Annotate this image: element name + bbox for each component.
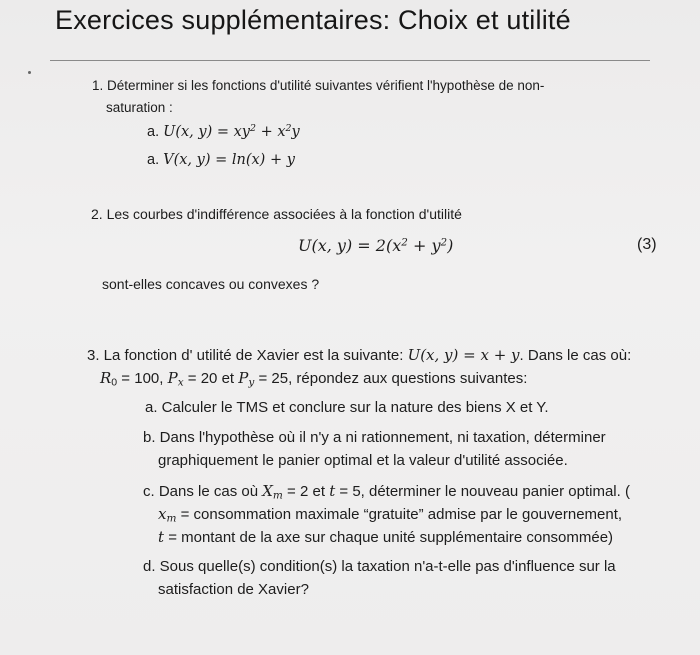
utility-function-u: U(x, $y) = xy^2 + x^2y$ (163, 122, 300, 140)
question-3-item-a: a. Calculer le TMS et conclure sur la nature des biens X et Y. (145, 399, 549, 416)
page-title: Exercices supplémentaires: Choix et utilité (55, 5, 571, 35)
question-3-item-c-line-2: $x_m$ = consommation maximale “gratuite” admise par le gouvernement, (158, 505, 623, 525)
item-a-label: a. (147, 124, 160, 140)
page-mark (28, 71, 31, 74)
item-b-label: a. (147, 152, 160, 168)
title-divider (50, 60, 650, 61)
question-1-line-1: 1. Déterminer si les fonctions d'utilité suivantes vérifient l'hypothèse de non- (92, 78, 545, 93)
question-3-item-b-line-1: b. Dans l'hypothèse où il n'y a ni rationnement, ni taxation, déterminer (143, 429, 606, 446)
question-1-item-b (147, 152, 295, 168)
question-3-item-d-line-2: satisfaction de Xavier? (158, 581, 309, 598)
question-1-item-a (147, 124, 300, 140)
question-3-conditions: $R_0 = 100$, $P_x = 20$ et $P_y = 25$, répondez aux questions suivantes: (100, 369, 528, 389)
equation-number: (3) (637, 236, 657, 253)
question-1-line-2: saturation : (106, 100, 173, 115)
question-3-item-c-line-3: t = montant de la axe sur chaque unité supplémentaire consommée) (158, 528, 614, 546)
question-2-line-2: sont-elles concaves ou convexes ? (102, 276, 320, 292)
question-3-item-b-line-2: graphiquement le panier optimal et la valeur d'utilité associée. (158, 452, 568, 469)
question-3-intro: 3. La fonction d' utilité de Xavier est la suivante: U(x, y) = x + y. Dans le cas où: (87, 346, 632, 364)
question-3-item-d-line-1: d. Sous quelle(s) condition(s) la taxation n'a-t-elle pas d'influence sur la (143, 558, 616, 575)
question-3-item-c-line-1: c. Dans le cas où $X_m = 2$ et t = 5, déterminer le nouveau panier optimal. ( (143, 482, 630, 502)
question-2-equation: U(x, $y) = 2(x^2 + y^2)$ (298, 236, 454, 255)
question-2-line-1: 2. Les courbes d'indifférence associées à la fonction d'utilité (91, 206, 462, 222)
utility-function-v: V(x, y) = ln(x) + y (163, 152, 295, 168)
